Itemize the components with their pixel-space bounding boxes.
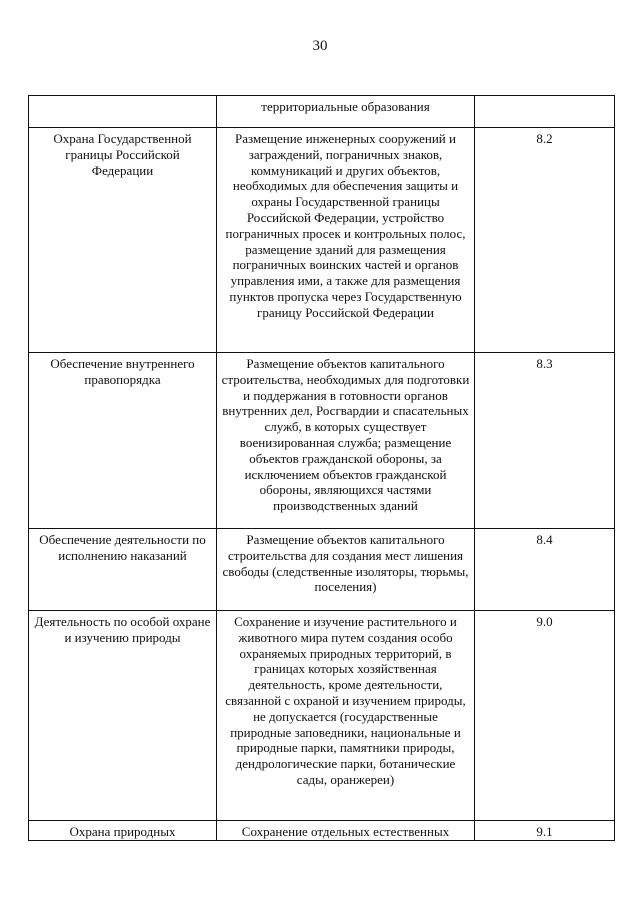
- use-type-name-cell: Обеспечение внутреннего правопорядка: [29, 353, 217, 529]
- use-type-name-cell: Деятельность по особой охране и изучению природы: [29, 611, 217, 821]
- land-use-table: [28, 95, 615, 841]
- use-description-cell: территориальные образования: [217, 96, 475, 128]
- table-row: [29, 353, 615, 529]
- use-description-cell: Размещение объектов капитального строительства для создания мест лишения свободы (следственные изоляторы, тюрьмы, поселения): [217, 529, 475, 611]
- use-description-cell: Сохранение отдельных естественных: [217, 821, 475, 841]
- use-type-name-cell: Охрана природных: [29, 821, 217, 841]
- use-description-cell: Сохранение и изучение растительного и животного мира путем создания особо охраняемых природных территорий, в границах которых хозяйственная деятельность, кроме деятельности, связанной с охраной и изучением природы, не допускается (государственные природные заповедники, национальные и природные парки, памятники природы, дендрологические парки, ботанические сады, оранжереи): [217, 611, 475, 821]
- use-type-name-cell: Обеспечение деятельности по исполнению наказаний: [29, 529, 217, 611]
- use-description-cell: Размещение объектов капитального строительства, необходимых для подготовки и поддержания в готовности органов внутренних дел, Росгвардии и спасательных служб, в которых существует военизированная служба; размещение объектов гражданской обороны, за исключением объектов гражданской обороны, являющихся частями производственных зданий: [217, 353, 475, 529]
- table-row: [29, 821, 615, 841]
- table-row: [29, 611, 615, 821]
- use-type-name-cell: Охрана Государственной границы Российской Федерации: [29, 128, 217, 353]
- table-row: [29, 96, 615, 128]
- use-code-cell: 8.2: [475, 128, 615, 353]
- use-type-name-cell: [29, 96, 217, 128]
- table-row: [29, 128, 615, 353]
- use-code-cell: 9.0: [475, 611, 615, 821]
- use-code-cell: 8.3: [475, 353, 615, 529]
- use-description-cell: Размещение инженерных сооружений и заграждений, пограничных знаков, коммуникаций и других объектов, необходимых для обеспечения защиты и охраны Государственной границы Российской Федерации, устройство пограничных просек и контрольных полос, размещение зданий для размещения пограничных воинских частей и органов управления ими, а также для размещения пунктов пропуска через Государственную границу Российской Федерации: [217, 128, 475, 353]
- use-code-cell: [475, 96, 615, 128]
- table-row: [29, 529, 615, 611]
- page-number: 30: [312, 38, 328, 54]
- use-code-cell: 9.1: [475, 821, 615, 841]
- use-code-cell: 8.4: [475, 529, 615, 611]
